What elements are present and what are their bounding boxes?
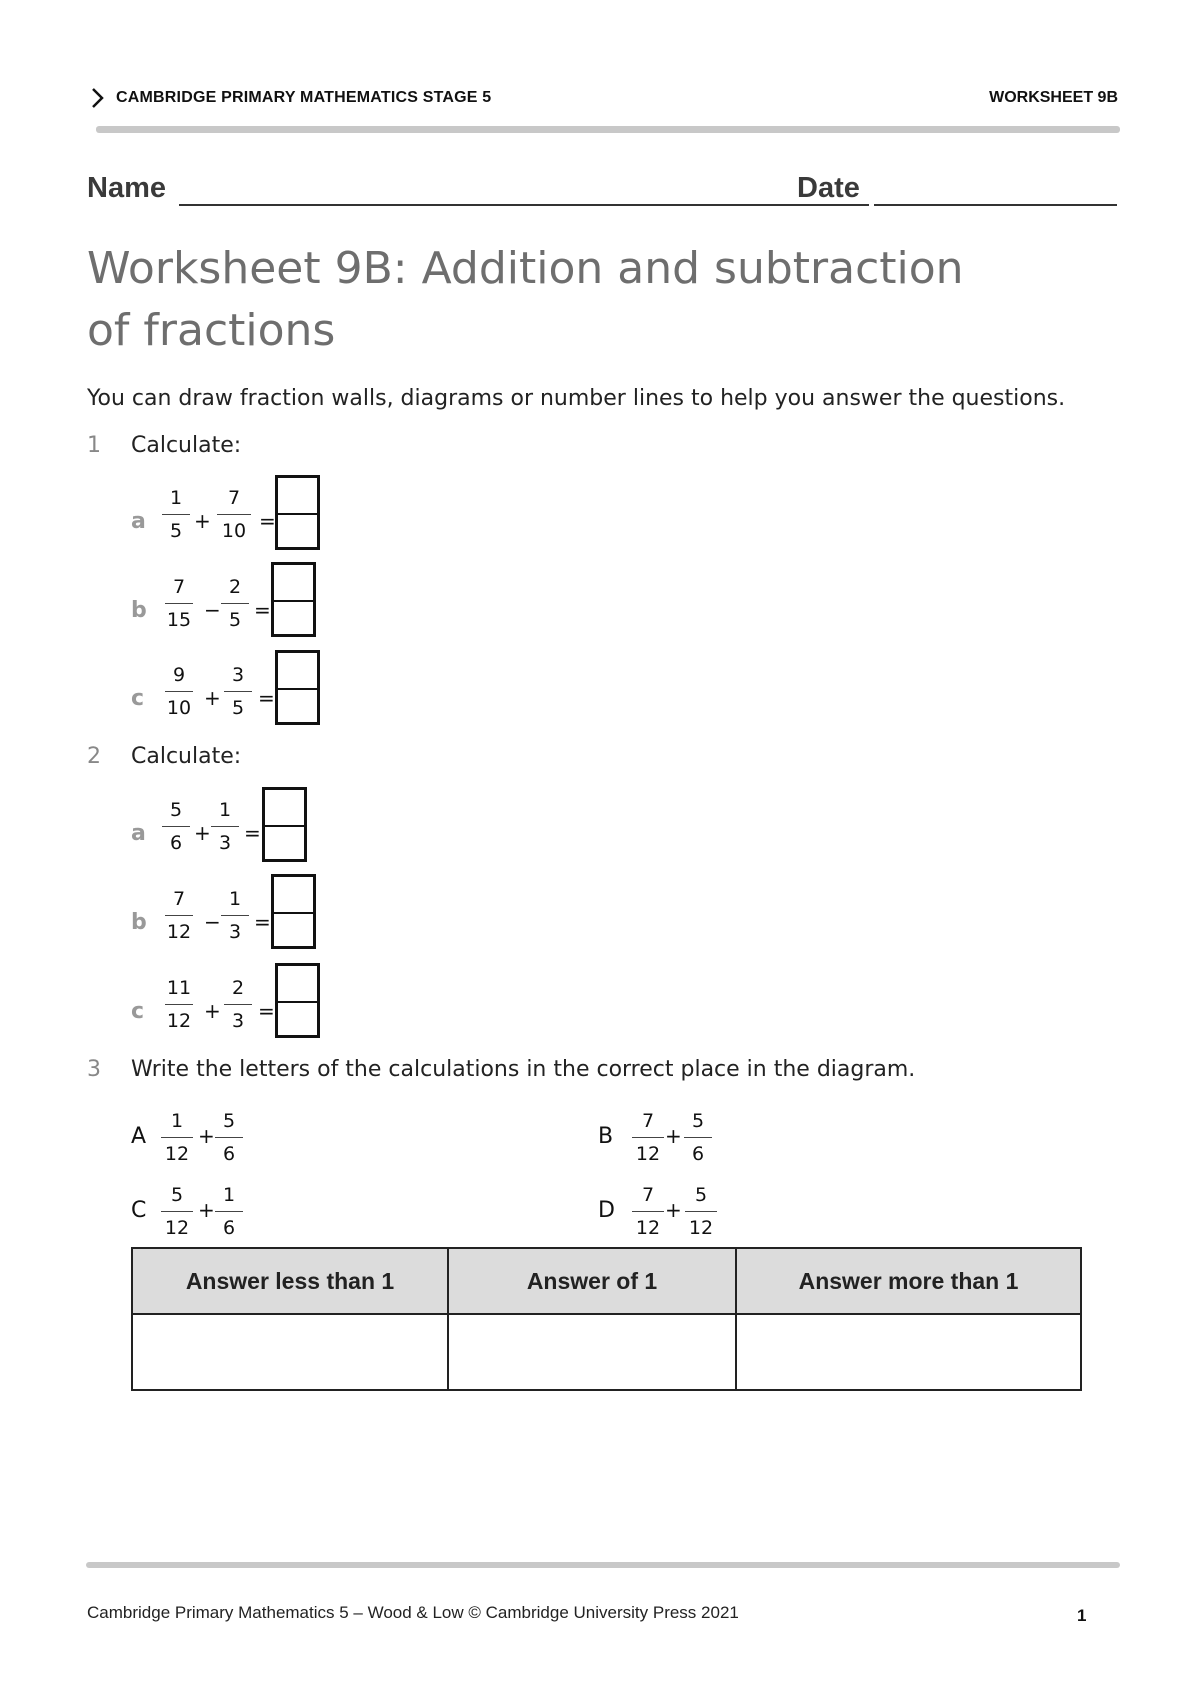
fraction: 3 5	[220, 660, 256, 723]
part-letter: c	[131, 999, 145, 1024]
column-header-less: Answer less than 1	[132, 1248, 448, 1314]
column-header-equal: Answer of 1	[448, 1248, 736, 1314]
option-label: C	[131, 1198, 147, 1223]
equals-sign: =	[244, 821, 261, 845]
header-divider	[96, 126, 1120, 133]
answer-box[interactable]	[275, 650, 320, 725]
question-number-2: 2	[87, 744, 101, 769]
fraction: 7 10	[213, 483, 255, 546]
intro-text: You can draw fraction walls, diagrams or number lines to help you answer the questions.	[87, 386, 1066, 411]
equals-sign: =	[259, 509, 276, 533]
equals-sign: =	[258, 999, 275, 1023]
footer-credit: Cambridge Primary Mathematics 5 – Wood & Low © Cambridge University Press 2021	[87, 1603, 739, 1622]
fraction: 1 12	[157, 1106, 197, 1169]
fraction: 1 3	[217, 884, 253, 947]
operator: +	[194, 509, 211, 533]
fraction: 5 12	[681, 1180, 721, 1243]
answer-box[interactable]	[262, 787, 307, 862]
answer-cell-less[interactable]	[132, 1314, 448, 1390]
operator: +	[204, 999, 221, 1023]
fraction: 1 3	[207, 795, 243, 858]
fraction: 11 12	[166, 977, 192, 1032]
fraction: 2 5	[217, 572, 253, 635]
operator: −	[204, 598, 221, 622]
answer-box[interactable]	[271, 874, 316, 949]
fraction: 2 3	[220, 973, 256, 1036]
fraction: 5 12	[157, 1180, 197, 1243]
name-field-line[interactable]	[179, 204, 869, 206]
date-label: Date	[797, 172, 860, 204]
worksheet-id: WORKSHEET 9B	[989, 89, 1118, 106]
operator: +	[204, 686, 221, 710]
operator: −	[204, 910, 221, 934]
column-header-more: Answer more than 1	[736, 1248, 1081, 1314]
page-number: 1	[1077, 1606, 1087, 1625]
operator: +	[198, 1124, 215, 1148]
equals-sign: =	[254, 598, 271, 622]
equals-sign: =	[254, 910, 271, 934]
question-text-2: Calculate:	[131, 744, 242, 769]
page-header	[88, 84, 1118, 114]
name-date-row	[87, 170, 1117, 214]
fraction: 7 12	[628, 1180, 668, 1243]
question-text-3: Write the letters of the calculations in the correct place in the diagram.	[131, 1057, 916, 1082]
answer-cell-more[interactable]	[736, 1314, 1081, 1390]
part-letter: b	[131, 598, 147, 623]
option-label: A	[131, 1124, 147, 1149]
operator: +	[194, 821, 211, 845]
fraction: 7 12	[166, 888, 192, 943]
fraction: 9 10	[166, 664, 192, 719]
series-title: CAMBRIDGE PRIMARY MATHEMATICS STAGE 5	[116, 89, 492, 106]
answer-box[interactable]	[275, 963, 320, 1038]
sorting-table	[131, 1247, 1082, 1391]
fraction: 1 5	[158, 483, 194, 546]
operator: +	[665, 1198, 682, 1222]
fraction: 7 15	[166, 576, 192, 631]
fraction: 5 6	[680, 1106, 716, 1169]
name-label: Name	[87, 172, 166, 204]
option-label: D	[598, 1198, 615, 1223]
footer-divider	[86, 1562, 1120, 1568]
question-number-3: 3	[87, 1057, 101, 1082]
answer-cell-equal[interactable]	[448, 1314, 736, 1390]
operator: +	[665, 1124, 682, 1148]
answer-box[interactable]	[275, 475, 320, 550]
equals-sign: =	[258, 686, 275, 710]
chevron-right-icon	[88, 86, 108, 110]
option-label: B	[598, 1124, 614, 1149]
answer-box[interactable]	[271, 562, 316, 637]
part-letter: b	[131, 910, 147, 935]
part-letter: a	[131, 509, 146, 534]
question-text-1: Calculate:	[131, 433, 242, 458]
title-line-1: Worksheet 9B: Addition and subtraction	[87, 243, 964, 294]
date-field-line[interactable]	[874, 204, 1117, 206]
question-number-1: 1	[87, 433, 101, 458]
fraction: 5 6	[158, 795, 194, 858]
fraction: 5 6	[211, 1106, 247, 1169]
part-letter: a	[131, 821, 146, 846]
fraction: 7 12	[628, 1106, 668, 1169]
part-letter: c	[131, 686, 145, 711]
worksheet-title	[87, 238, 964, 362]
title-line-2: of fractions	[87, 305, 336, 356]
operator: +	[198, 1198, 215, 1222]
fraction: 1 6	[211, 1180, 247, 1243]
